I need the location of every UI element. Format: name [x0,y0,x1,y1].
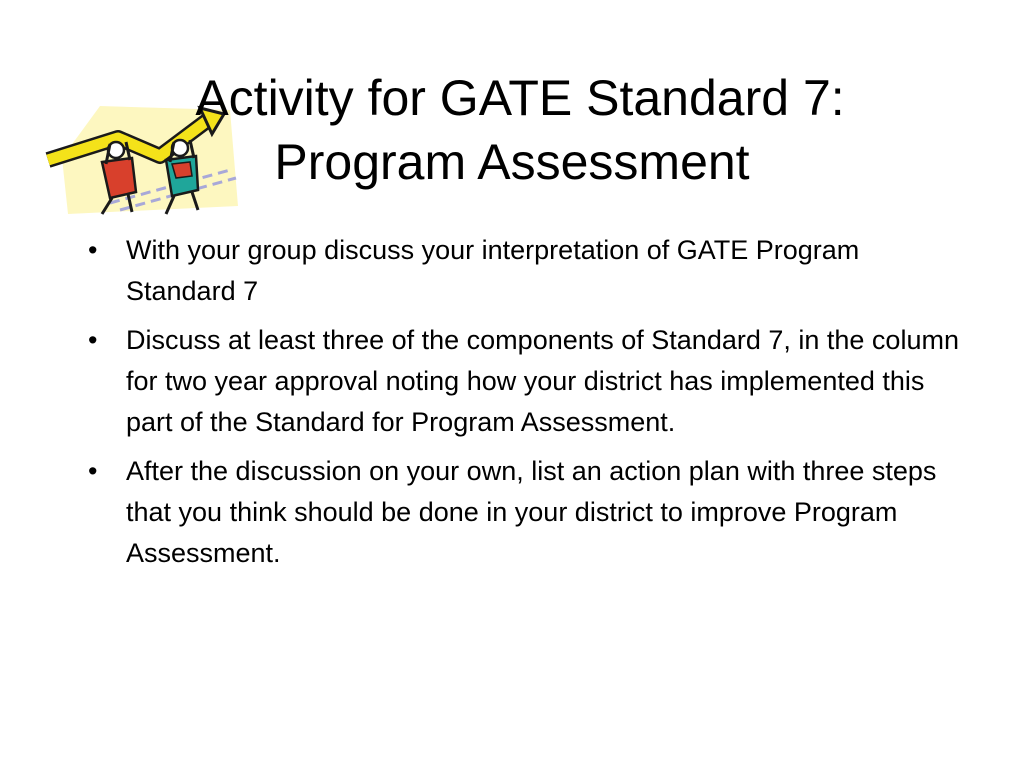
bullet-text: With your group discuss your interpretation of GATE Program Standard 7 [126,235,860,306]
bullet-list [84,230,964,582]
title-line-2: Program Assessment [274,134,750,190]
bullet-item [84,320,964,443]
bullet-item [84,230,964,312]
bullet-text: After the discussion on your own, list an action plan with three steps that you think should be done in your district to improve Program Assessment. [126,456,937,568]
title-line-1: Activity for GATE Standard 7: [195,70,845,126]
bullet-icon: • [88,456,98,486]
bullet-icon: • [88,235,98,265]
bullet-icon: • [88,325,98,355]
bullet-text: Discuss at least three of the components of Standard 7, in the column for two year approval noting how your district has implemented this part of the Standard for Program Assessment. [126,325,959,437]
slide-title [0,66,1024,194]
bullet-item [84,451,964,574]
